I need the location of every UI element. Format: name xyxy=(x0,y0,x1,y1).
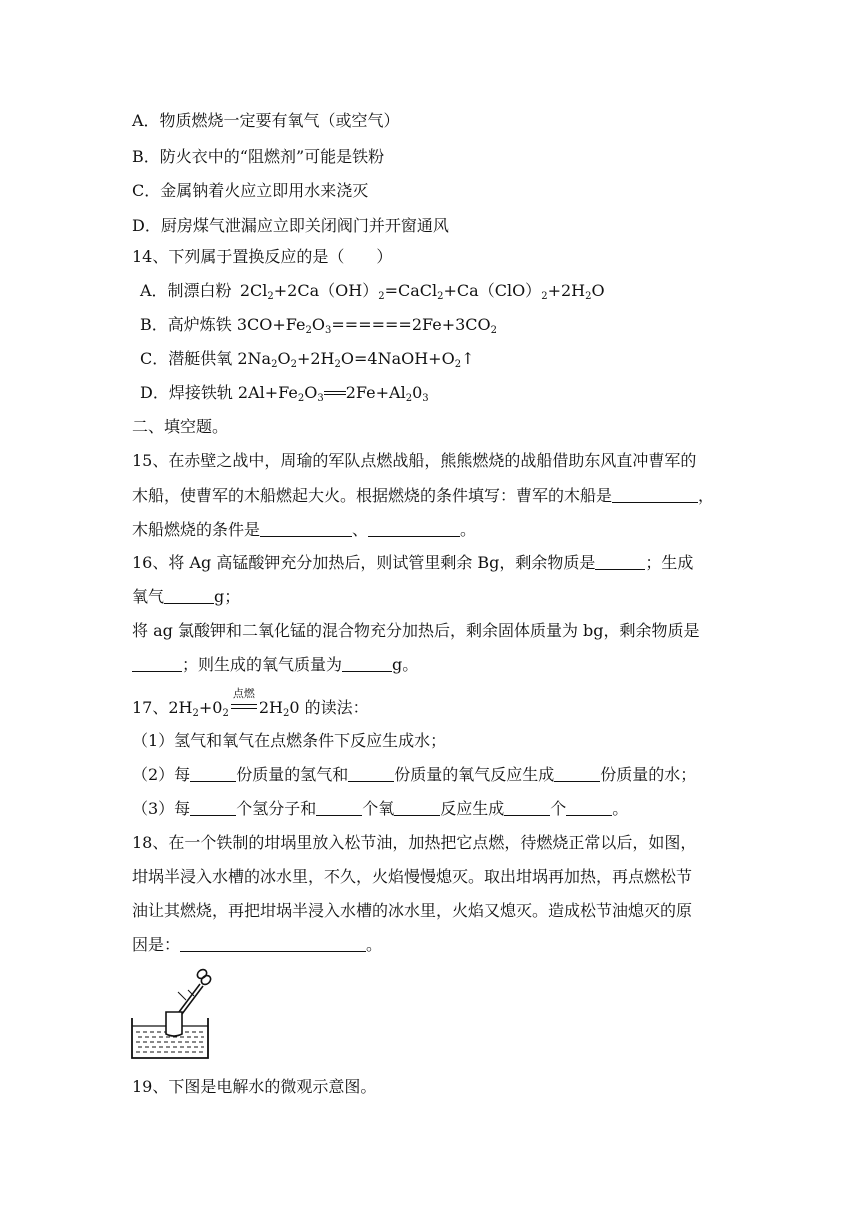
answer-blank xyxy=(180,935,366,952)
q13-option-d: D．厨房煤气泄漏应立即关闭阀门并开窗通风 xyxy=(132,216,449,235)
q17-text: 个氢分子和 xyxy=(236,799,317,818)
q17-item-1: （1）氢气和氧气在点燃条件下反应生成水； xyxy=(132,731,447,750)
answer-blank xyxy=(504,799,550,816)
q17-item-2 xyxy=(132,764,696,786)
q18-line-1: 18、在一个铁制的坩埚里放入松节油，加热把它点燃，待燃烧正常以后，如图， xyxy=(132,833,697,852)
equation-d: $2Al+Fe_2O_3$ $2Fe+Al_20_3$ xyxy=(237,383,429,404)
answer-blank xyxy=(566,799,612,816)
q16-text: g； xyxy=(214,587,241,606)
q16-text: 氧气 xyxy=(132,587,165,606)
answer-blank xyxy=(595,553,645,570)
q17-text: 个氧 xyxy=(362,799,395,818)
q17-text: 份质量的氧气反应生成 xyxy=(394,765,555,784)
answer-blank xyxy=(368,520,460,537)
answer-blank xyxy=(164,587,214,604)
equation-c: $2Na_2O_2+2H_2O=4NaOH+O_2↑$ xyxy=(237,349,475,370)
equation-b: $3CO+Fe_2O_3======2Fe+3CO_2$ xyxy=(236,315,498,336)
q15-text: 、 xyxy=(352,520,369,539)
q15-text: 。 xyxy=(460,520,477,539)
q16-line-3: 将 ag 氯酸钾和二氧化锰的混合物充分加热后，剩余固体质量为 bg，剩余物质是 xyxy=(132,621,700,640)
answer-blank xyxy=(554,765,600,782)
q16-text: 16、将 Ag 高锰酸钾充分加热后，则试管里剩余 Bg，剩余物质是 xyxy=(132,553,596,572)
q17-text: 反应生成 xyxy=(440,799,505,818)
q14-option-b-label: B．高炉炼铁 xyxy=(140,315,237,334)
q14-option-c-label: C．潜艇供氧 xyxy=(140,349,238,368)
q17-text: （2）每 xyxy=(132,765,191,784)
answer-blank xyxy=(612,486,698,503)
q18-line-4 xyxy=(132,934,382,956)
q18-line-3: 油让其燃烧，再把坩埚半浸入水槽的冰水里，火焰又熄灭。造成松节油熄灭的原 xyxy=(132,901,693,920)
crucible-water-trough-figure xyxy=(126,966,226,1064)
q15-line-3 xyxy=(132,519,476,541)
q14-option-c xyxy=(140,348,474,370)
q13-option-a: A．物质燃烧一定要有氧气（或空气） xyxy=(132,111,400,130)
answer-blank xyxy=(394,799,440,816)
answer-blank xyxy=(342,655,392,672)
answer-blank xyxy=(348,765,394,782)
tongs-icon xyxy=(176,968,212,1018)
answer-blank xyxy=(132,655,182,672)
q18-line-2: 坩埚半浸入水槽的冰水里，不久，火焰慢慢熄灭。取出坩埚再加热，再点燃松节 xyxy=(132,867,693,886)
equation-q17: $2H_2+0_2$ 点燃 $2H_20$ xyxy=(168,698,299,717)
q17-item-3 xyxy=(132,798,628,820)
q16-text: g。 xyxy=(392,655,419,674)
q16-line-1 xyxy=(132,552,693,574)
q14-option-d-label: D．焊接铁轨 xyxy=(140,383,238,402)
q15-line-2 xyxy=(132,485,714,507)
answer-blank xyxy=(260,520,352,537)
q14-option-b xyxy=(140,314,497,336)
q15-text: ， xyxy=(698,486,715,505)
answer-blank xyxy=(190,799,236,816)
crucible-icon xyxy=(166,1012,182,1036)
q15-text: 木船，使曹军的木船燃起大火。根据燃烧的条件填写：曹军的木船是 xyxy=(132,486,613,505)
q16-text: ；则生成的氧气质量为 xyxy=(182,655,343,674)
q15-line-1: 15、在赤壁之战中，周瑜的军队点燃战船，熊熊燃烧的战船借助东风直冲曹军的 xyxy=(132,451,697,470)
section-heading: 二、填空题。 xyxy=(132,417,229,436)
q17-text: 份质量的氢气和 xyxy=(236,765,349,784)
q13-option-b: B．防火衣中的“阻燃剂”可能是铁粉 xyxy=(132,147,385,166)
q17-heading xyxy=(132,687,369,719)
equation-a: $2Cl_2+2Ca(OH)_2=CaCl_2+Ca(ClO)_2+2H_2O$ xyxy=(236,281,605,302)
q17-text: （3）每 xyxy=(132,799,191,818)
reaction-condition: 点燃 xyxy=(232,687,255,700)
q17-text: 个 xyxy=(550,799,567,818)
q14-option-a-label: A．制漂白粉 xyxy=(140,281,237,300)
q14-option-a xyxy=(140,280,605,302)
q13-option-c: C．金属钠着火应立即用水来浇灭 xyxy=(132,181,369,200)
q14-stem: 14、下列属于置换反应的是（ ） xyxy=(132,247,393,266)
q17-text: 。 xyxy=(612,799,629,818)
q19-line: 19、下图是电解水的微观示意图。 xyxy=(132,1077,377,1096)
q16-line-2 xyxy=(132,586,240,608)
q18-text: 。 xyxy=(366,935,383,954)
q16-text: ；生成 xyxy=(645,553,694,572)
q15-text: 木船燃烧的条件是 xyxy=(132,520,261,539)
q18-text: 因是： xyxy=(132,935,181,954)
answer-blank xyxy=(190,765,236,782)
q17-text: 份质量的水； xyxy=(600,765,697,784)
q17-suffix: 的读法： xyxy=(299,698,369,717)
q14-option-d xyxy=(140,382,429,404)
q17-prefix: 17、 xyxy=(132,698,169,717)
q16-line-4 xyxy=(132,654,418,676)
answer-blank xyxy=(316,799,362,816)
